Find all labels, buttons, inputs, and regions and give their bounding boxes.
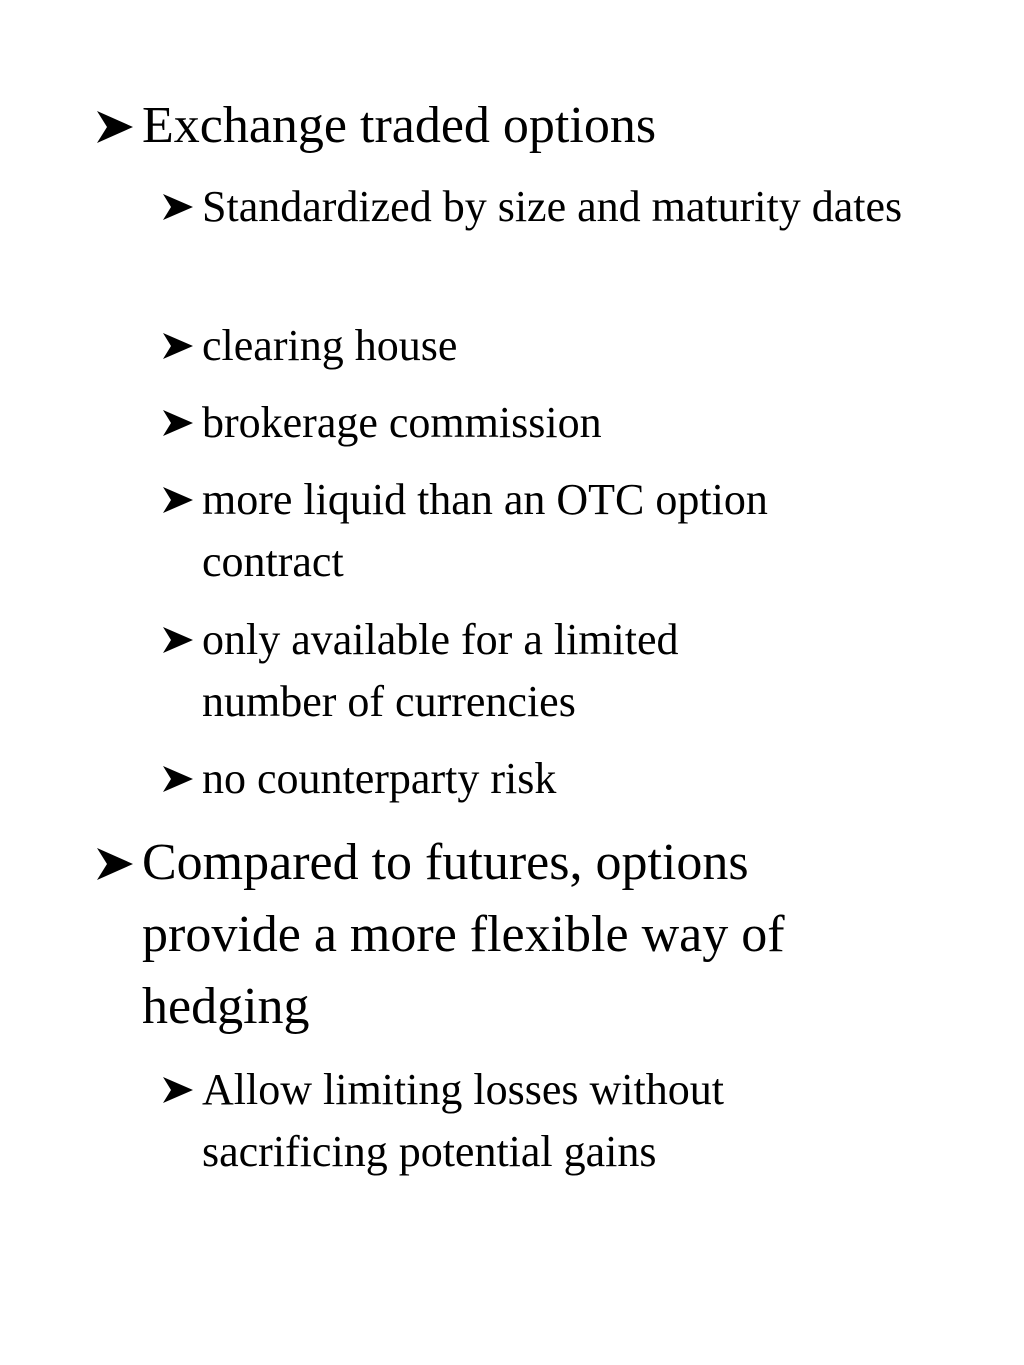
bullet-item-level2: [162, 1059, 962, 1183]
bullet-item-level1: [96, 90, 996, 162]
bullet-text: clearing house: [202, 321, 458, 370]
bullet-text: brokerage commission: [202, 398, 602, 447]
bullet-item-level2: [162, 315, 962, 377]
arrowhead-bullet-icon: [162, 176, 202, 238]
bullet-text: no counterparty risk: [202, 754, 557, 803]
bullet-text: only available for a limited number of currencies: [202, 615, 679, 726]
arrowhead-bullet-icon: [162, 1059, 202, 1121]
bullet-item-level2: [162, 176, 962, 238]
bullet-item-level2: [162, 748, 962, 810]
bullet-text: Allow limiting losses without sacrificing potential gains: [202, 1065, 724, 1176]
arrowhead-bullet-icon: [162, 748, 202, 810]
arrowhead-bullet-icon: [96, 827, 142, 899]
arrowhead-bullet-icon: [162, 609, 202, 671]
arrowhead-bullet-icon: [96, 90, 142, 162]
bullet-item-level2: [162, 392, 962, 454]
bullet-text: Exchange traded options: [142, 97, 657, 154]
bullet-text: Compared to futures, options provide a more flexible way of hedging: [142, 834, 785, 1035]
bullet-item-level1: [96, 827, 996, 1043]
arrowhead-bullet-icon: [162, 469, 202, 531]
bullet-item-level2: [162, 609, 962, 733]
bullet-text: Standardized by size and maturity dates: [202, 182, 903, 231]
arrowhead-bullet-icon: [162, 392, 202, 454]
arrowhead-bullet-icon: [162, 315, 202, 377]
bullet-text: more liquid than an OTC option contract: [202, 475, 768, 586]
bullet-item-level2: [162, 469, 962, 593]
